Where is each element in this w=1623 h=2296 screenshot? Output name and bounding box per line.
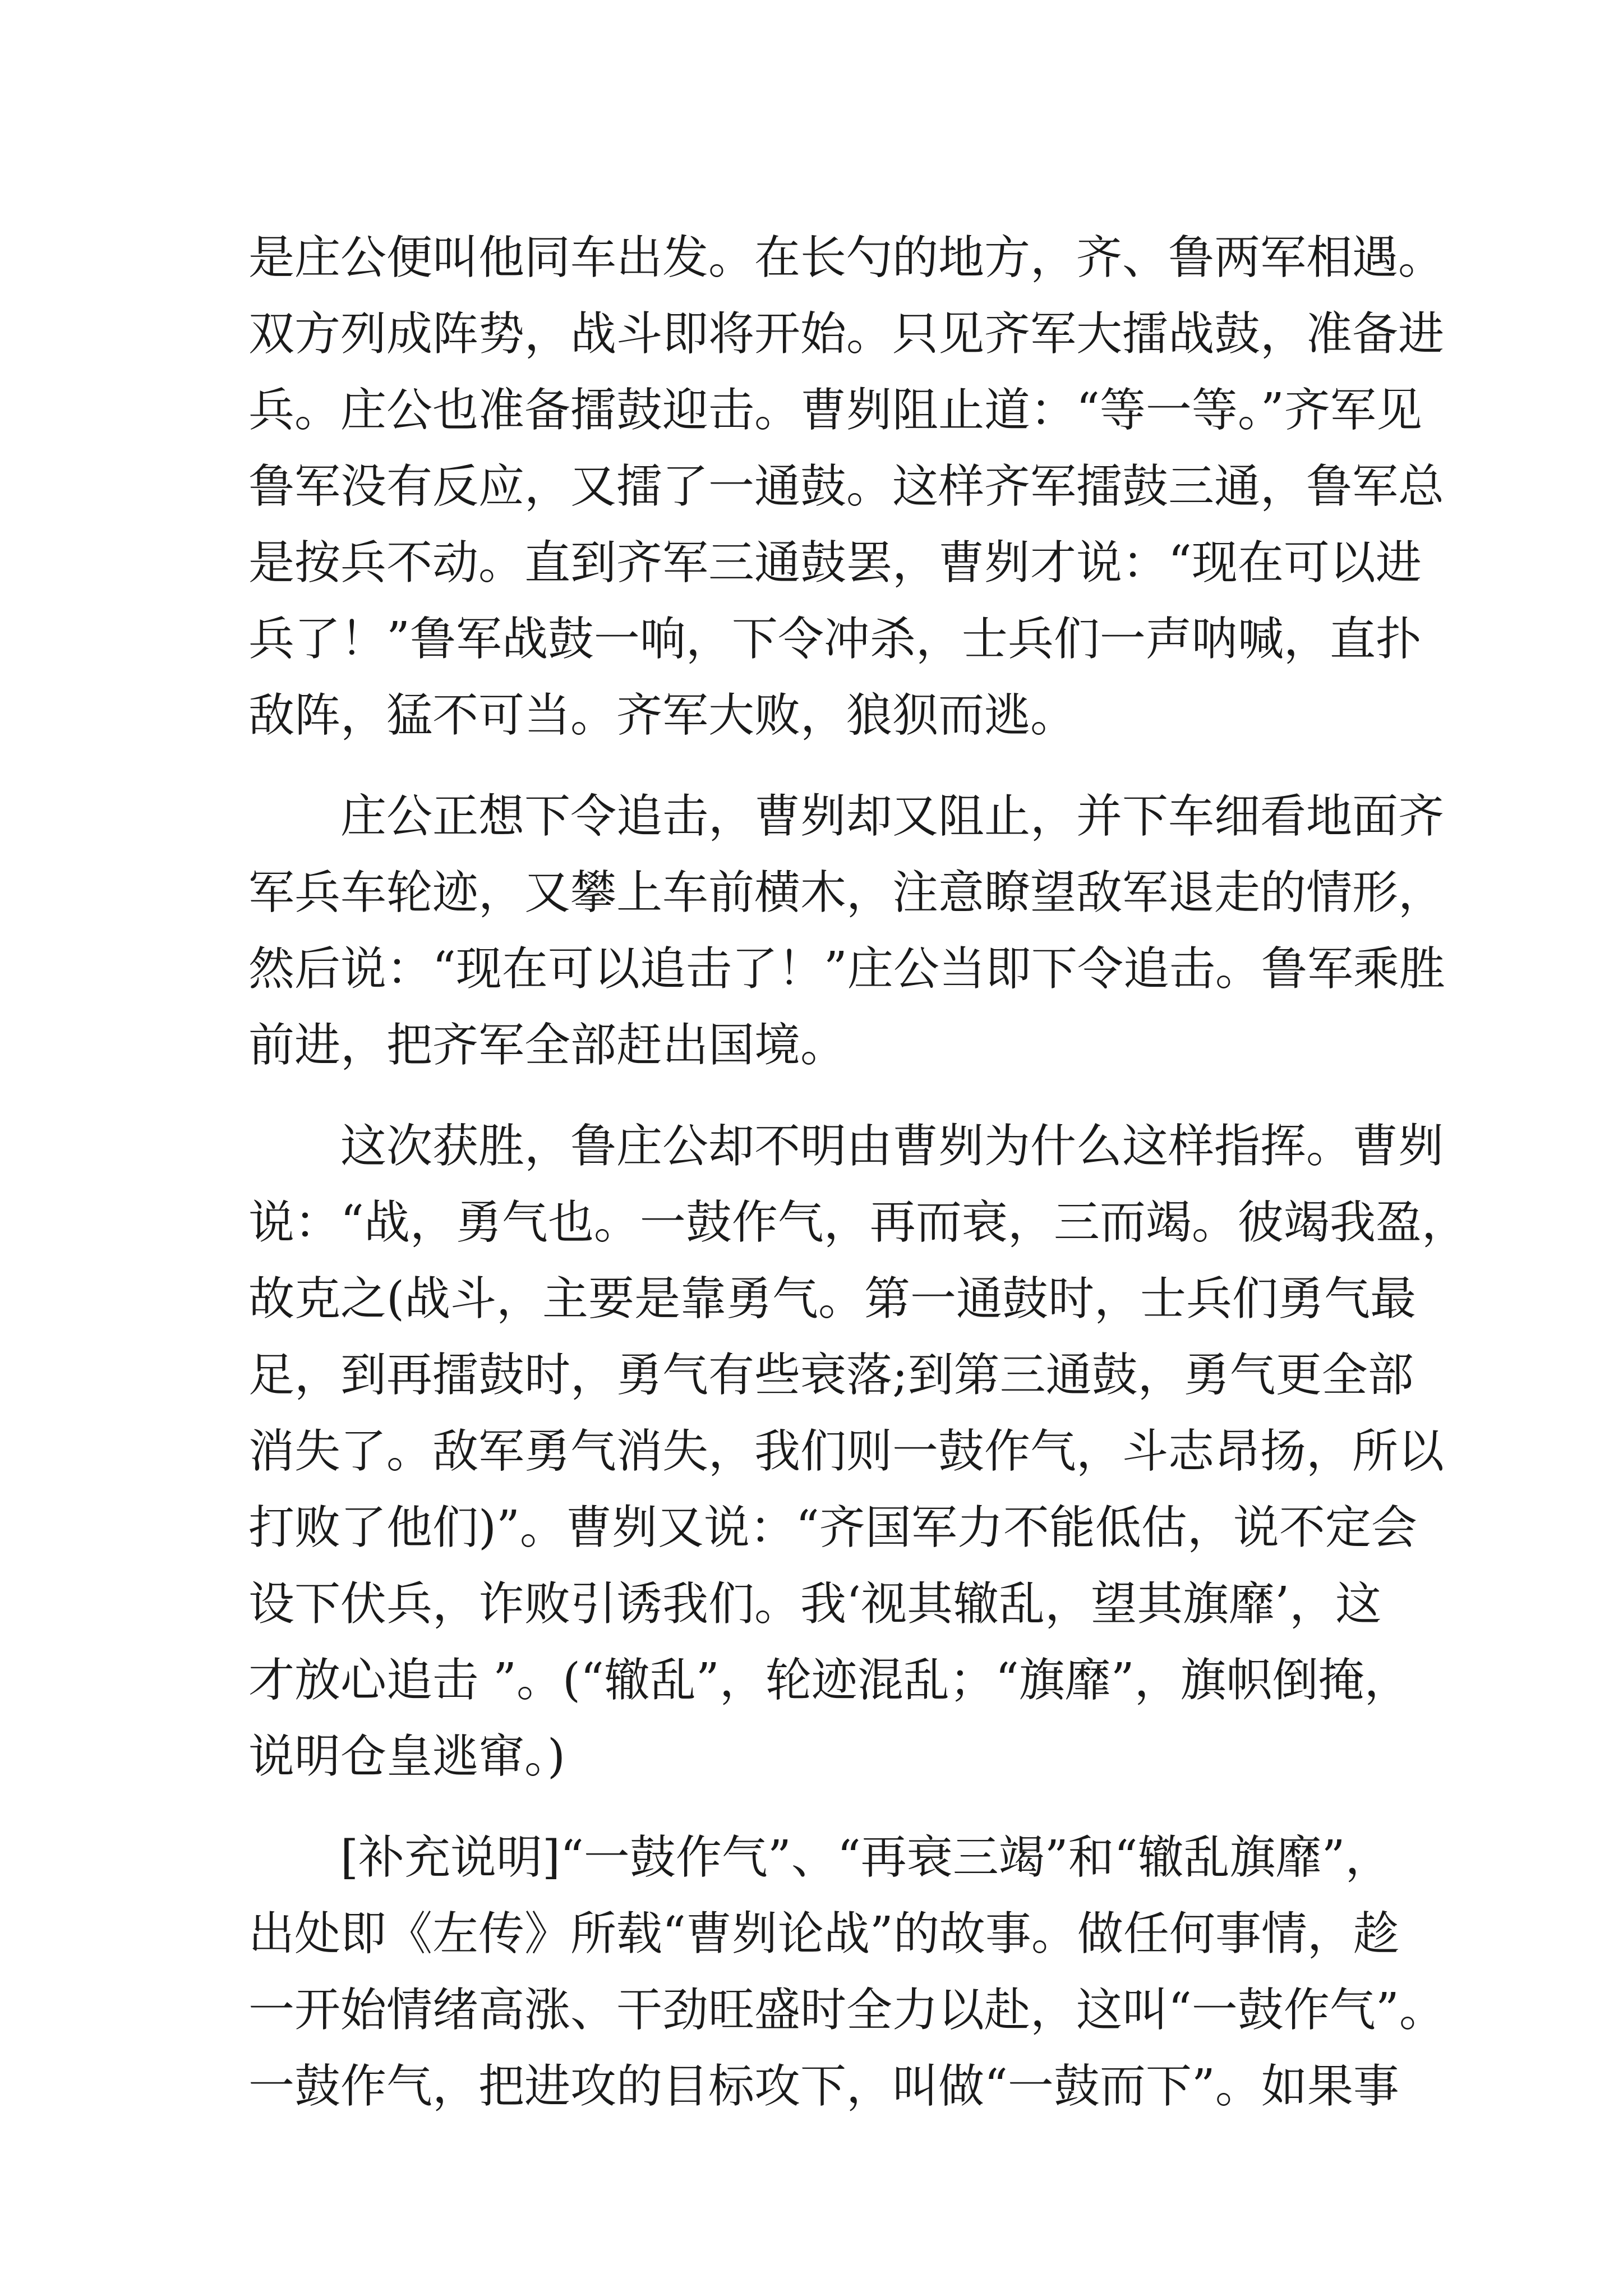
text-line: 是按兵不动。直到齐军三通鼓罢，曹刿才说：“现在可以进 [248, 536, 1422, 590]
text-line: 这次获胜，鲁庄公却不明由曹刿为什么这样指挥。曹刿 [248, 1120, 1445, 1173]
paragraph-pursuit [248, 779, 1445, 1084]
text-line: 庄公正想下令追击，曹刿却又阻止，并下车细看地面齐 [248, 790, 1445, 843]
text-line: 打败了他们)”。曹刿又说：“齐国军力不能低估，说不定会 [248, 1501, 1417, 1554]
text-line: 出处即《左传》所载“曹刿论战”的故事。做任何事情，趁 [248, 1907, 1399, 1961]
text-line: 敌阵，猛不可当。齐军大败，狼狈而逃。 [248, 689, 1077, 742]
text-line: 一开始情绪高涨、干劲旺盛时全力以赴，这叫“一鼓作气”。 [248, 1984, 1445, 2037]
text-line: 足，到再擂鼓时，勇气有些衰落;到第三通鼓，勇气更全部 [248, 1349, 1414, 1402]
text-line: 故克之(战斗，主要是靠勇气。第一通鼓时，士兵们勇气最 [248, 1272, 1416, 1326]
text-line: 兵了！”鲁军战鼓一响，下令冲杀，士兵们一声呐喊，直扑 [248, 613, 1422, 666]
text-line: 兵。庄公也准备擂鼓迎击。曹刿阻止道：“等一等。”齐军见 [248, 384, 1422, 437]
text-line: 双方列成阵势，战斗即将开始。只见齐军大擂战鼓，准备进 [248, 307, 1445, 361]
text-line: 前进，把齐军全部赶出国境。 [248, 1019, 847, 1072]
text-line: 设下伏兵，诈败引诱我们。我‘视其辙乱，望其旗靡’，这 [248, 1577, 1382, 1631]
text-line: 消失了。敌军勇气消失，我们则一鼓作气，斗志昂扬，所以 [248, 1425, 1445, 1478]
text-line: 说明仓皇逃窜。) [248, 1730, 565, 1783]
body-text [248, 220, 1468, 2150]
text-line: 说：“战，勇气也。一鼓作气，再而衰，三而竭。彼竭我盈， [248, 1196, 1468, 1249]
paragraph-battle [248, 220, 1445, 754]
text-line: 军兵车轮迹，又攀上车前横木，注意瞭望敌军退走的情形， [248, 866, 1445, 919]
text-line: [补充说明]“一鼓作气”、“再衰三竭”和“辙乱旗靡”， [248, 1831, 1391, 1884]
paragraph-explanation [248, 1108, 1468, 1795]
text-line: 才放心追击 ”。(“辙乱”，轮迹混乱；“旗靡”，旗帜倒掩， [248, 1654, 1410, 1707]
text-line: 然后说：“现在可以追击了！”庄公当即下令追击。鲁军乘胜 [248, 942, 1445, 996]
paragraph-supplement [248, 1820, 1445, 2125]
text-line: 一鼓作气，把进攻的目标攻下，叫做“一鼓而下”。如果事 [248, 2060, 1399, 2113]
text-line: 鲁军没有反应，又擂了一通鼓。这样齐军擂鼓三通，鲁军总 [248, 460, 1445, 513]
text-line: 是庄公便叫他同车出发。在长勺的地方，齐、鲁两军相遇。 [248, 231, 1445, 284]
